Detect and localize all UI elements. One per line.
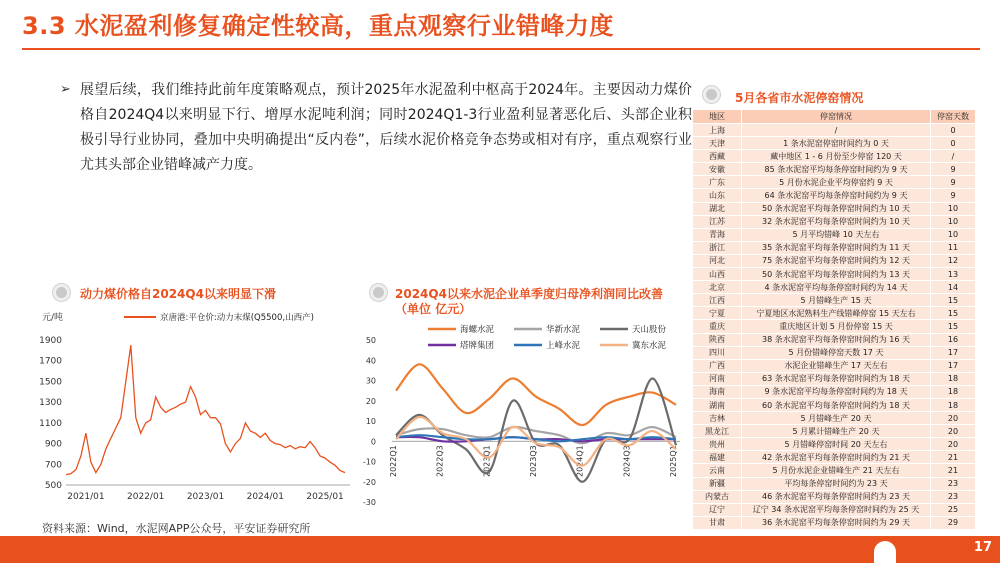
cell-status: 75 条水泥窑平均每条停窑时间约为 12 天 xyxy=(742,254,931,267)
cell-status: 重庆地区计划 5 月份停窑 15 天 xyxy=(742,320,931,333)
coal-y-tick-label: 500 xyxy=(44,481,62,491)
cell-days: 21 xyxy=(931,451,976,464)
cell-status: 5 月错峰生产 20 天 xyxy=(742,412,931,425)
cell-days: 20 xyxy=(931,412,976,425)
cell-days: 10 xyxy=(931,215,976,228)
cell-status: 藏中地区 1 - 6 月份至少停窑 120 天 xyxy=(742,150,931,163)
profit-legend-label: 海螺水泥 xyxy=(460,325,495,335)
table-row xyxy=(693,412,976,425)
column-header-status: 停窑情况 xyxy=(742,110,931,124)
column-header-region: 地区 xyxy=(693,110,742,124)
table-row xyxy=(693,425,976,438)
profit-x-tick-label: 2022Q1 xyxy=(389,445,398,477)
cell-days: 15 xyxy=(931,307,976,320)
cell-region: 宁夏 xyxy=(693,307,742,320)
cell-region: 甘肃 xyxy=(693,516,742,529)
profit-y-tick-label: 30 xyxy=(365,376,376,386)
cell-days: 18 xyxy=(931,385,976,398)
cell-region: 安徽 xyxy=(693,163,742,176)
cell-status: 1 条水泥窑停窑时间约为 0 天 xyxy=(742,137,931,150)
cement-profit-chart xyxy=(352,318,686,514)
coal-y-tick-label: 1700 xyxy=(39,356,62,367)
table-row xyxy=(693,254,976,267)
cell-days: 23 xyxy=(931,477,976,490)
bullet-circle-icon xyxy=(703,86,720,103)
cell-region: 陕西 xyxy=(693,333,742,346)
cell-region: 天津 xyxy=(693,137,742,150)
cell-region: 北京 xyxy=(693,281,742,294)
cell-region: 新疆 xyxy=(693,477,742,490)
cell-status: 38 条水泥窑平均每条停窑时间约为 16 天 xyxy=(742,333,931,346)
cell-days: 11 xyxy=(931,241,976,254)
profit-x-tick-label: 2024Q1 xyxy=(575,445,585,477)
cell-region: 福建 xyxy=(693,451,742,464)
cell-region: 江西 xyxy=(693,294,742,307)
coal-chart-title: 动力煤价格自2024Q4以来明显下滑 xyxy=(80,287,276,301)
cell-region: 黑龙江 xyxy=(693,425,742,438)
profit-y-tick-label: 20 xyxy=(365,396,376,406)
coal-price-line xyxy=(66,345,345,474)
table-row xyxy=(693,372,976,385)
table-row xyxy=(693,503,976,516)
profit-x-tick-label: 2022Q3 xyxy=(435,445,445,477)
cell-status: 85 条水泥窑平均每条停窑时间约为 9 天 xyxy=(742,163,931,176)
table-row xyxy=(693,176,976,189)
title-divider xyxy=(22,48,980,50)
cell-days: 21 xyxy=(931,464,976,477)
page-number: 17 xyxy=(973,540,992,555)
cell-days: 29 xyxy=(931,516,976,529)
cell-days: 16 xyxy=(931,333,976,346)
cell-status: 60 条水泥窑平均每条停窑时间约为 18 天 xyxy=(742,398,931,411)
cell-region: 吉林 xyxy=(693,412,742,425)
cell-region: 贵州 xyxy=(693,438,742,451)
coal-x-tick-label: 2021/01 xyxy=(67,492,105,502)
footer-bar xyxy=(0,536,1000,563)
table-row xyxy=(693,124,976,137)
table-row xyxy=(693,320,976,333)
cell-days: 18 xyxy=(931,372,976,385)
profit-legend-label: 华新水泥 xyxy=(546,325,581,335)
table-row xyxy=(693,228,976,241)
cell-status: 5 月份水泥企业错峰生产 21 天左右 xyxy=(742,464,931,477)
coal-y-tick-label: 900 xyxy=(44,439,62,450)
cell-status: / xyxy=(742,124,931,137)
profit-y-tick-label: 40 xyxy=(365,356,376,366)
cell-status: 辽宁 34 条水泥窑平均每条停窑时间约为 25 天 xyxy=(742,503,931,516)
coal-x-tick-label: 2024/01 xyxy=(246,492,284,502)
table-row xyxy=(693,150,976,163)
coal-y-tick-label: 1100 xyxy=(39,418,62,429)
table-title: 5月各省市水泥停窑情况 xyxy=(735,91,864,105)
source-note: 资料来源：Wind，水泥网APP公众号，平安证券研究所 xyxy=(42,522,311,535)
cell-region: 山西 xyxy=(693,268,742,281)
table-row xyxy=(693,346,976,359)
cell-status: 5 月累计错峰生产 20 天 xyxy=(742,425,931,438)
table-row xyxy=(693,215,976,228)
table-row xyxy=(693,137,976,150)
table-row xyxy=(693,294,976,307)
cell-region: 海南 xyxy=(693,385,742,398)
cell-days: 9 xyxy=(931,189,976,202)
cell-status: 5 月份错峰停窑天数 17 天 xyxy=(742,346,931,359)
cell-region: 广西 xyxy=(693,359,742,372)
profit-x-tick-label: 2024Q3 xyxy=(622,445,632,477)
cell-region: 重庆 xyxy=(693,320,742,333)
table-row xyxy=(693,189,976,202)
cell-region: 河南 xyxy=(693,372,742,385)
cell-status: 5 月份水泥企业平均停窑约 9 天 xyxy=(742,176,931,189)
profit-x-tick-label: 2025Q1 xyxy=(669,445,678,477)
cell-region: 上海 xyxy=(693,124,742,137)
cell-days: 0 xyxy=(931,124,976,137)
cell-region: 湖北 xyxy=(693,202,742,215)
profit-y-tick-label: -30 xyxy=(362,498,376,507)
coal-x-tick-label: 2023/01 xyxy=(186,492,225,502)
summary-paragraph: 展望后续，我们维持此前年度策略观点，预计2025年水泥盈利中枢高于2024年。主要因动力煤价格自2024Q4以来明显下行、增厚水泥吨利润；同时2024Q1-3行业盈利显著恶化后、头部企业积极引导行业协同，叠加中央明确提出“反内卷”，后续水泥价格竞争态势或相对有序，重点观察行业尤其头部企业错峰减产力度。 xyxy=(80,82,692,173)
cell-status: 平均每条停窑时间约为 23 天 xyxy=(742,477,931,490)
cell-status: 水泥企业错峰生产 17 天左右 xyxy=(742,359,931,372)
cell-status: 5 月错峰生产 15 天 xyxy=(742,294,931,307)
profit-y-tick-label: 0 xyxy=(370,437,376,447)
page-title: 3.3 水泥盈利修复确定性较高，重点观察行业错峰力度 xyxy=(22,12,614,40)
cell-status: 46 条水泥窑平均每条停窑时间约为 23 天 xyxy=(742,490,931,503)
profit-legend-label: 天山股份 xyxy=(632,325,667,335)
profit-x-tick-label: 2023Q3 xyxy=(529,445,538,477)
cell-days: 25 xyxy=(931,503,976,516)
table-row xyxy=(693,333,976,346)
profit-y-tick-label: 50 xyxy=(365,336,376,345)
profit-legend-label: 塔牌集团 xyxy=(460,341,495,351)
table-row xyxy=(693,359,976,372)
cell-days: 18 xyxy=(931,398,976,411)
cell-status: 42 条水泥窑平均每条停窑时间约为 21 天 xyxy=(742,451,931,464)
cell-days: 9 xyxy=(931,176,976,189)
cell-status: 4 条水泥窑平均每条停窑时间约为 14 天 xyxy=(742,281,931,294)
cell-region: 内蒙古 xyxy=(693,490,742,503)
coal-y-axis-label: 元/吨 xyxy=(42,313,64,323)
profit-x-tick-label: 2023Q1 xyxy=(482,445,492,477)
bullet-arrow-icon: ➢ xyxy=(60,82,71,97)
cell-days: 20 xyxy=(931,438,976,451)
cell-days: / xyxy=(931,150,976,163)
cell-region: 湖南 xyxy=(693,398,742,411)
coal-y-tick-label: 700 xyxy=(44,460,62,471)
cell-region: 浙江 xyxy=(693,241,742,254)
coal-legend-label: 京唐港:平仓价:动力末煤(Q5500,山西产) xyxy=(160,313,314,323)
table-header-row xyxy=(693,110,976,124)
cell-days: 17 xyxy=(931,346,976,359)
table-row xyxy=(693,398,976,411)
table-row xyxy=(693,307,976,320)
cell-region: 云南 xyxy=(693,464,742,477)
table-row xyxy=(693,477,976,490)
profit-chart-title: 2024Q4以来水泥企业单季度归母净利润同比改善 xyxy=(395,287,663,301)
cell-region: 四川 xyxy=(693,346,742,359)
cell-status: 36 条水泥窑平均每条停窑时间约为 29 天 xyxy=(742,516,931,529)
coal-price-chart xyxy=(28,305,358,515)
profit-line-series xyxy=(396,364,676,425)
profit-chart-unit: （单位 亿元） xyxy=(395,302,472,316)
cell-region: 西藏 xyxy=(693,150,742,163)
profit-legend-label: 上峰水泥 xyxy=(546,341,581,351)
cell-region: 河北 xyxy=(693,254,742,267)
cell-status: 64 条水泥窑平均每条停窑时间约为 9 天 xyxy=(742,189,931,202)
cell-status: 63 条水泥窑平均每条停窑时间约为 18 天 xyxy=(742,372,931,385)
cell-status: 35 条水泥窑平均每条停窑时间约为 11 天 xyxy=(742,241,931,254)
profit-y-tick-label: -20 xyxy=(362,477,376,487)
coal-x-tick-label: 2025/01 xyxy=(306,492,344,502)
bullet-circle-icon xyxy=(370,284,387,301)
cell-status: 5 月平均错峰 10 天左右 xyxy=(742,228,931,241)
table-row xyxy=(693,451,976,464)
table-row xyxy=(693,163,976,176)
cell-region: 广东 xyxy=(693,176,742,189)
cell-status: 50 条水泥窑平均每条停窑时间约为 13 天 xyxy=(742,268,931,281)
cell-days: 13 xyxy=(931,268,976,281)
cell-region: 江苏 xyxy=(693,215,742,228)
table-row xyxy=(693,438,976,451)
cell-status: 9 条水泥窑平均每条停窑时间约为 18 天 xyxy=(742,385,931,398)
table-row xyxy=(693,268,976,281)
coal-y-tick-label: 1500 xyxy=(39,377,62,388)
coal-chart-legend xyxy=(124,312,314,323)
column-header-days: 停窑天数 xyxy=(931,110,976,124)
cell-days: 23 xyxy=(931,490,976,503)
cell-days: 9 xyxy=(931,163,976,176)
coal-x-tick-label: 2022/01 xyxy=(127,492,165,502)
profit-legend-label: 冀东水泥 xyxy=(632,341,667,351)
table-row xyxy=(693,516,976,529)
cell-region: 青海 xyxy=(693,228,742,241)
table-row xyxy=(693,281,976,294)
profit-y-tick-label: -10 xyxy=(362,457,376,467)
cell-days: 15 xyxy=(931,294,976,307)
table-row xyxy=(693,490,976,503)
logo-mark-icon xyxy=(874,541,896,563)
cell-days: 15 xyxy=(931,320,976,333)
table-row xyxy=(693,464,976,477)
kiln-shutdown-table xyxy=(692,109,976,530)
cell-region: 山东 xyxy=(693,189,742,202)
cell-status: 50 条水泥窑平均每条停窑时间约为 10 天 xyxy=(742,202,931,215)
cell-status: 5 月错峰停窑时间 20 天左右 xyxy=(742,438,931,451)
coal-y-tick-label: 1900 xyxy=(39,336,62,346)
profit-y-tick-label: 10 xyxy=(365,417,376,426)
cell-status: 宁夏地区水泥熟料生产线错峰停窑 15 天左右 xyxy=(742,307,931,320)
cell-region: 辽宁 xyxy=(693,503,742,516)
table-row xyxy=(693,202,976,215)
cell-days: 14 xyxy=(931,281,976,294)
cell-status: 32 条水泥窑平均每条停窑时间约为 10 天 xyxy=(742,215,931,228)
cell-days: 10 xyxy=(931,228,976,241)
cell-days: 10 xyxy=(931,202,976,215)
cell-days: 12 xyxy=(931,254,976,267)
profit-chart-legend xyxy=(428,324,667,351)
cell-days: 17 xyxy=(931,359,976,372)
coal-y-tick-label: 1300 xyxy=(39,398,62,409)
cell-days: 20 xyxy=(931,425,976,438)
bullet-circle-icon xyxy=(53,284,70,301)
table-row xyxy=(693,385,976,398)
table-row xyxy=(693,241,976,254)
cell-days: 0 xyxy=(931,137,976,150)
